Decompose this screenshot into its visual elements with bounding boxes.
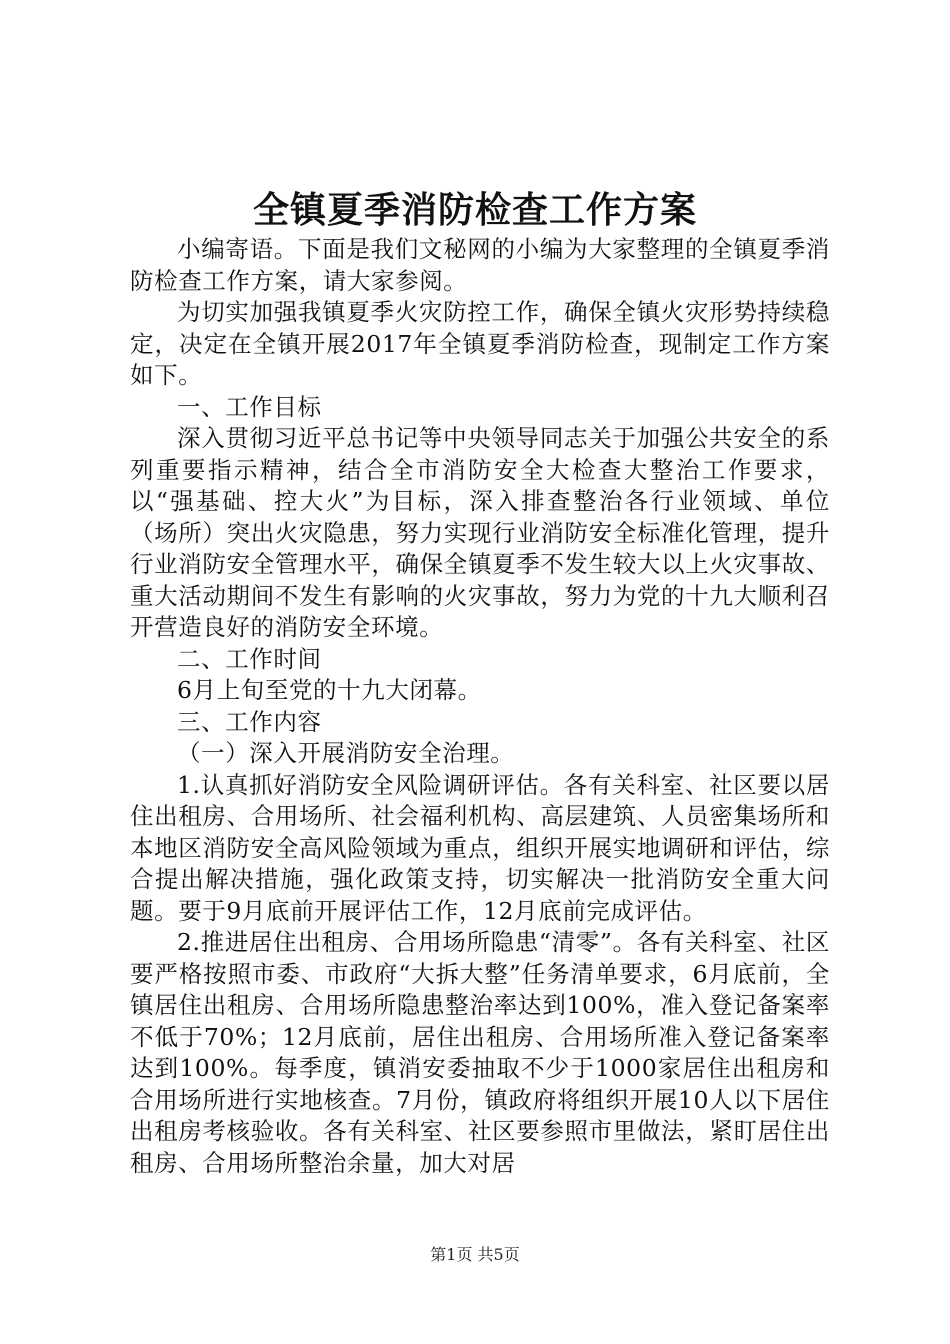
section-heading-time: 二、工作时间 — [177, 644, 322, 673]
document-body — [130, 234, 830, 1179]
subsection-heading-governance: （一）深入开展消防安全治理。 — [177, 739, 515, 767]
paragraph-intro: 小编寄语。下面是我们文秘网的小编为大家整理的全镇夏季消防检查工作方案，请大家参阅。 — [130, 235, 830, 295]
paragraph-time: 6月上旬至党的十九大闭幕。 — [177, 676, 482, 704]
paragraph-goals: 深入贯彻习近平总书记等中央领导同志关于加强公共安全的系列重要指示精神，结合全市消防安全大检查大整治工作要求，以“强基础、控大火”为目标，深入排查整治各行业领域、单位（场所）突出火灾隐患，努力实现行业消防安全标准化管理，提升行业消防安全管理水平，确保全镇夏季不发生较大以上火灾事故、重大活动期间不发生有影响的火灾事故，努力为党的十九大顺利召开营造良好的消防安全环境。 — [130, 424, 830, 641]
document-title: 全镇夏季消防检查工作方案 — [252, 189, 697, 231]
page-footer: 第1页 共5页 — [430, 1245, 520, 1264]
paragraph-item-1: 1.认真抓好消防安全风险调研评估。各有关科室、社区要以居住出租房、合用场所、社会福利机构、高层建筑、人员密集场所和本地区消防安全高风险领域为重点，组织开展实地调研和评估，综合提出解决措施，强化政策支持，切实解决一批消防安全重大问题。要于9月底前开展评估工作，12月底前完成评估。 — [130, 770, 830, 925]
section-heading-goals: 一、工作目标 — [177, 392, 322, 421]
section-heading-content: 三、工作内容 — [177, 707, 322, 736]
paragraph-item-2: 2.推进居住出租房、合用场所隐患“清零”。各有关科室、社区要严格按照市委、市政府“大拆大整”任务清单要求，6月底前，全镇居住出租房、合用场所隐患整治率达到100%，准入登记备案率不低于70%；12月底前，居住出租房、合用场所准入登记备案率达到100%。每季度，镇消安委抽取不少于1000家居住出租房和合用场所进行实地核查。7月份，镇政府将组织开展10人以下居住出租房考核验收。各有关科室、社区要参照市里做法，紧盯居住出租房、合用场所整治余量，加大对居 — [130, 928, 830, 1177]
paragraph-purpose: 为切实加强我镇夏季火灾防控工作，确保全镇火灾形势持续稳定，决定在全镇开展2017年全镇夏季消防检查，现制定工作方案如下。 — [130, 298, 830, 389]
